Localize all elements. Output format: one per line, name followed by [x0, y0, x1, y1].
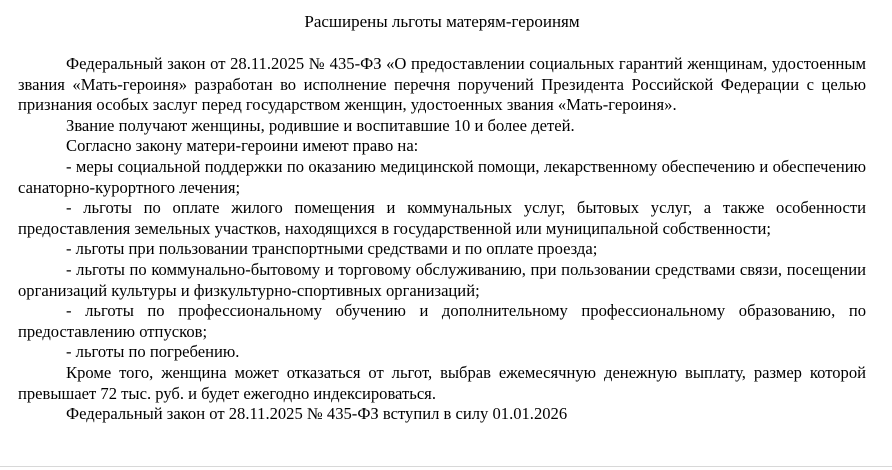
list-item-education-benefits: - льготы по профессиональному обучению и дополнительному профессиональному образованию, по предоставлению отпусков;: [18, 301, 866, 341]
paragraph-title-criteria: Звание получают женщины, родившие и воспитавшие 10 и более детей.: [66, 115, 575, 135]
paragraph-rights-intro: Согласно закону матери-героини имеют право на:: [66, 136, 419, 156]
paragraph-law-intro: Федеральный закон от 28.11.2025 № 435-ФЗ «О предоставлении социальных гарантий женщинам, удостоенным звания «Мать-героиня» разработан во исполнение перечня поручений Президента Российской Федерации с целью признания особых заслуг перед государством женщин, удостоенных звания «Мать-героиня».: [18, 54, 866, 115]
list-item-housing-benefits: - льготы по оплате жилого помещения и коммунальных услуг, бытовых услуг, а также особенности предоставления земельных участков, находящихся в государственной или муниципальной собственности;: [18, 198, 866, 238]
paragraph-monthly-payment: Кроме того, женщина может отказаться от льгот, выбрав ежемесячную денежную выплату, размер которой превышает 72 тыс. руб. и будет ежегодно индексироваться.: [18, 362, 866, 403]
list-item-services-benefits: - льготы по коммунально-бытовому и торговому обслуживанию, при пользовании средствами связи, посещении организаций культуры и физкультурно-спортивных организаций;: [18, 259, 866, 300]
bottom-divider: [0, 466, 892, 467]
list-item-medical-support: - меры социальной поддержки по оказанию медицинской помощи, лекарственному обеспечению и обеспечению санаторно-курортного лечения;: [18, 156, 866, 197]
paragraph-effective-date: Федеральный закон от 28.11.2025 № 435-ФЗ вступил в силу 01.01.2026: [66, 404, 568, 424]
list-item-transport-benefits: - льготы при пользовании транспортными средствами и по оплате проезда;: [66, 239, 598, 259]
document-title: Расширены льготы матерям-героиням: [304, 12, 580, 31]
list-item-burial-benefits: - льготы по погребению.: [66, 342, 240, 362]
document-page: [18, 12, 866, 425]
